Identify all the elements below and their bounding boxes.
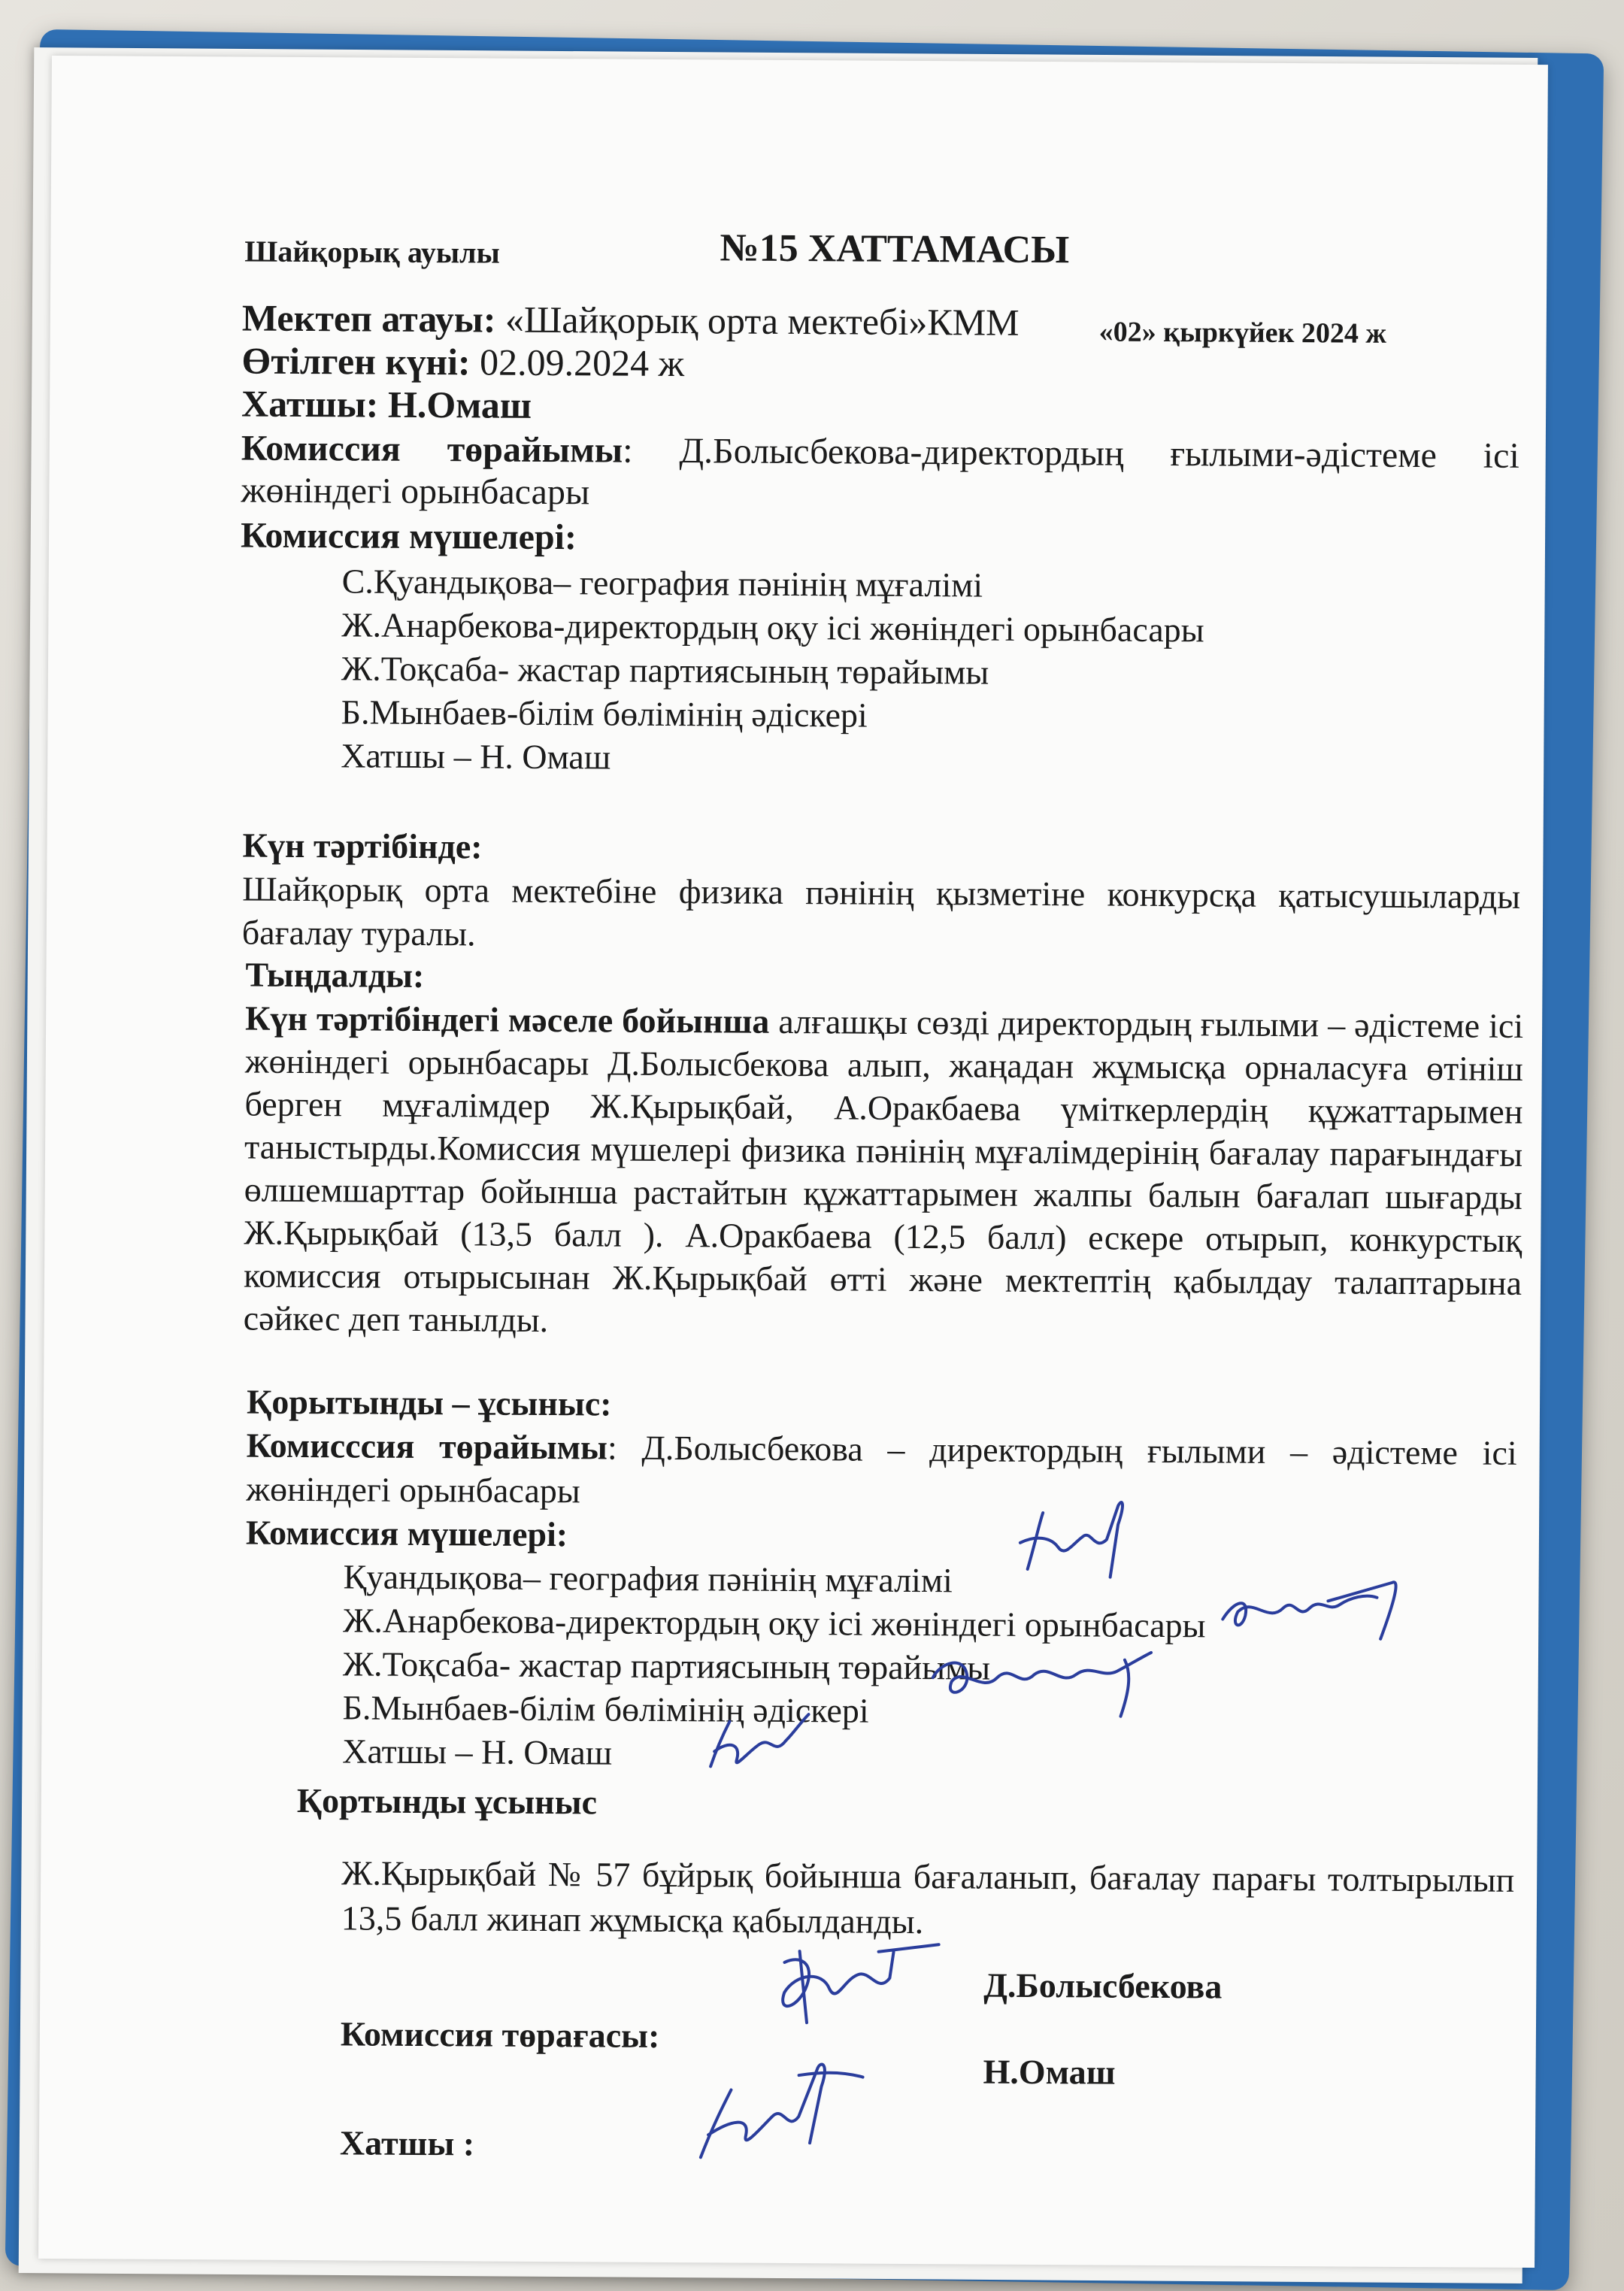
heard-paragraph (244, 997, 1524, 1347)
secretary-signature-label: Хатшы : (339, 2123, 475, 2163)
document-title: №15 ХАТТАМАСЫ (720, 226, 1070, 272)
held-date-line (241, 338, 684, 385)
heard-label: Тыңдалды: (245, 955, 425, 995)
chair-label: Комиссия төрайымы (241, 428, 623, 471)
chair-signature-label: Комиссия төрағасы: (340, 2014, 660, 2055)
conclusion-member-item: Ж.Анарбекова-директордың оқу ісі жөніндегі орынбасары (343, 1601, 1206, 1645)
agenda-text: Шайқорық орта мектебіне физика пәнінің қызметіне конкурсқа қатысушыларды бағалау туралы. (241, 869, 1521, 953)
village-name: Шайқорық ауылы (244, 234, 500, 270)
member-item: Ж.Анарбекова-директордың оқу ісі жөніндегі орынбасары (341, 605, 1204, 650)
chair-signature-name: Д.Болысбекова (983, 1965, 1223, 2006)
conclusion-member-item: Ж.Тоқсаба- жастар партиясының төрайымы (342, 1644, 991, 1687)
secretary-line: Хатшы: Н.Омаш (241, 382, 532, 426)
conclusion-chair-label: Комисссия төрайымы (246, 1426, 608, 1467)
conclusion-member-item: Хатшы – Н. Омаш (342, 1732, 613, 1772)
members-label: Комиссия мүшелері: (240, 515, 577, 558)
member3-signature (921, 1632, 1162, 1724)
member-item: С.Қуандықова– география пәнінің мұғалімі (341, 562, 983, 605)
heard-text: алғашқы сөзді директордың ғылыми – әдістеме ісі жөніндегі орынбасары Д.Болысбекова алып, жаңадан жұмысқа орналасуға өтініш берген мұғалімдер Ж.Қырықбай, А.Оракбаева үміткерлердің құжаттарымен таныстырды.Комиссия мүшелері физика пәнінің мұғалімдерінің бағалау парағындағы өлшемшарттар бойынша растайтын құжаттарымен жалпы балын бағалап шығарды Ж.Қырықбай (13,5 балл ). А.Оракбаева (12,5 балл) ескере отырып, конкурстық комиссия отырысынан Ж.Қырықбай өтті және мектептің қабылдау талаптарына сәйкес деп танылды. (243, 1002, 1524, 1340)
member2-signature (1215, 1566, 1411, 1650)
chair-line-2: жөніндегі орынбасары (241, 470, 590, 513)
proposal-text: Ж.Қырықбай № 57 бұйрық бойынша бағаланып, бағалау парағы толтырылып 13,5 балл жинап жұмысқа қабылданды. (341, 1853, 1515, 1941)
proposal-label: Қортынды ұсыныс (296, 1780, 598, 1822)
chair-text: : Д.Болысбекова-директордың ғылыми-әдістеме ісі (623, 430, 1519, 476)
document-page (38, 56, 1548, 2268)
heard-lead: Күн тәртібіндегі мәселе бойынша (244, 999, 770, 1041)
conclusion-member-item: Қуандықова– география пәнінің мұғалімі (343, 1557, 953, 1600)
chair-signature (754, 1932, 950, 2039)
member-item: Ж.Тоқсаба- жастар партиясының төрайымы (341, 649, 989, 692)
school-line (242, 296, 1020, 344)
agenda-label: Күн тәртібінде: (242, 826, 483, 866)
conclusion-chair-line-2: жөніндегі орынбасары (246, 1469, 580, 1511)
conclusion-label: Қорытынды – ұсыныс: (246, 1382, 612, 1423)
member-item: Б.Мынбаев-білім бөлімінің әдіскері (341, 692, 868, 735)
conclusion-members-label: Комиссия мүшелері: (245, 1513, 568, 1554)
member1-signature (1013, 1490, 1149, 1589)
member-item: Хатшы – Н. Омаш (341, 736, 611, 777)
school-label: Мектеп атауы: (241, 296, 496, 341)
conclusion-chair-line (247, 1424, 1517, 1475)
document-date: «02» қыркүйек 2024 ж (1098, 316, 1387, 350)
secretary-signature (686, 2044, 867, 2173)
secretary-signature-name: Н.Омаш (983, 2052, 1116, 2092)
held-label: Өтілген күні: (241, 339, 471, 383)
conclusion-chair-text: : Д.Болысбекова – директордың ғылыми – әдістеме ісі (607, 1428, 1517, 1472)
secretary-signature-small (695, 1699, 817, 1789)
school-value: «Шайқорық орта мектебі»КММ (504, 298, 1020, 344)
held-value: 02.09.2024 ж (479, 341, 685, 385)
conclusion-member-item: Б.Мынбаев-білім бөлімінің әдіскері (342, 1688, 869, 1730)
